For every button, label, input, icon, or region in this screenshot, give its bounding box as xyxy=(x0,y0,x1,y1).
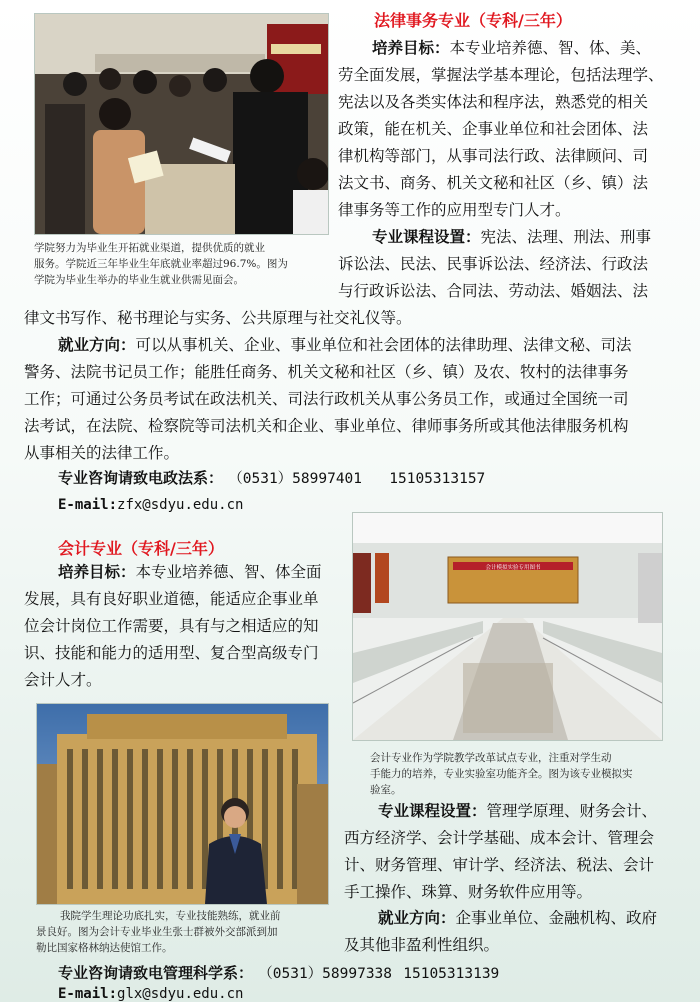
law-career-label: 就业方向： xyxy=(58,336,136,354)
law-goal-line: 政策，能在机关、企事业单位和社会团体、法 xyxy=(338,120,649,138)
law-goal-line: 法文书、商务、机关文秘和社区（乡、镇）法 xyxy=(338,174,649,192)
law-email xyxy=(58,497,243,513)
law-career-line: 从事相关的法律工作。 xyxy=(24,444,180,462)
accounting-phone-1[interactable]: （0531）58997338 xyxy=(258,966,393,982)
job-fair-photo xyxy=(34,13,329,235)
embassy-building-photo xyxy=(36,703,329,905)
accounting-section-title: 会计专业（专科/三年） xyxy=(58,539,224,558)
law-career-line: 警务、法院书记员工作；能胜任商务、机关文秘和社区（乡、镇）及农、牧村的法律事务 xyxy=(24,363,629,381)
law-course-paragraph xyxy=(338,224,678,305)
accounting-course-text: 管理学原理、财务会计、 xyxy=(486,802,658,820)
law-course-last-line: 律文书写作、秘书理论与实务、公共原理与社交礼仪等。 xyxy=(24,309,412,327)
job-fair-illustration xyxy=(35,14,328,234)
accounting-contact xyxy=(58,962,499,983)
accounting-email-label: E-mail: xyxy=(58,986,118,1002)
caption-line: 学院努力为毕业生开拓就业渠道，提供优质的就业 xyxy=(34,242,265,254)
law-goal-line: 律机构等部门，从事司法行政、法律顾问、司 xyxy=(338,147,649,165)
accounting-lab-photo xyxy=(352,512,663,741)
caption-line: 手能力的培养，专业实验室功能齐全。图为该专业模拟实 xyxy=(370,768,633,780)
accounting-email xyxy=(58,986,243,1002)
accounting-course-line: 西方经济学、会计学基础、成本会计、管理会 xyxy=(344,829,655,847)
accounting-goal-line: 位会计岗位工作需要，具有与之相适应的知 xyxy=(24,617,319,635)
accounting-goal-text: 本专业培养德、智、体全面 xyxy=(135,563,322,581)
accounting-career-paragraph xyxy=(344,905,680,959)
caption-line: 勒比国家格林纳达使馆工作。 xyxy=(36,942,173,954)
accounting-phone-2[interactable]: 15105313139 xyxy=(403,966,500,982)
law-course-text: 宪法、法理、刑法、刑事 xyxy=(480,228,652,246)
law-contact-label: 专业咨询请致电政法系： xyxy=(58,469,224,487)
accounting-goal-label: 培养目标： xyxy=(58,563,136,581)
law-course-line: 诉讼法、民法、民事诉讼法、经济法、行政法 xyxy=(338,255,649,273)
accounting-goal-line: 识、技能和能力的适用型、复合型高级专门 xyxy=(24,644,319,662)
caption-line: 景良好。图为会计专业毕业生张士群被外交部派到加 xyxy=(36,926,278,938)
law-goal-line: 宪法以及各类实体法和程序法，熟悉党的相关 xyxy=(338,93,649,111)
accounting-course-line: 计、财务管理、审计学、经济法、税法、会计 xyxy=(344,856,655,874)
building-caption xyxy=(36,908,336,956)
law-phone-2[interactable]: 15105313157 xyxy=(389,471,486,487)
law-course-label: 专业课程设置： xyxy=(372,228,481,246)
law-section-title: 法律事务专业（专科/三年） xyxy=(374,11,572,30)
accounting-contact-label: 专业咨询请致电管理科学系： xyxy=(58,964,254,982)
accounting-goal-line: 发展，具有良好职业道德，能适应企事业单 xyxy=(24,590,319,608)
law-email-link[interactable]: zfx@sdyu.edu.cn xyxy=(117,497,244,513)
job-fair-caption xyxy=(34,240,334,288)
lab-sign: 会计模拟实验专用图书 xyxy=(485,565,541,571)
accounting-email-link[interactable]: glx@sdyu.edu.cn xyxy=(117,986,244,1002)
caption-line: 我院学生理论功底扎实，专业技能熟练，就业前 xyxy=(60,910,281,922)
law-goal-label: 培养目标： xyxy=(372,39,450,57)
law-career-line: 法考试，在法院、检察院等司法机关和企业、事业单位、律师事务所或其他法律服务机构 xyxy=(24,417,629,435)
law-career-paragraph xyxy=(24,332,684,467)
law-goal-line: 劳全面发展，掌握法学基本理论，包括法理学、 xyxy=(338,66,664,84)
caption-line: 验室。 xyxy=(370,784,402,796)
law-email-label: E-mail: xyxy=(58,497,118,513)
accounting-career-line: 及其他非盈利性组织。 xyxy=(344,936,500,954)
building-illustration xyxy=(37,704,328,904)
caption-line: 服务。学院近三年毕业生年底就业率超过96.7%。图为 xyxy=(34,258,288,270)
accounting-career-label: 就业方向： xyxy=(378,909,456,927)
law-career-text: 可以从事机关、企业、事业单位和社会团体的法律助理、法律文秘、司法 xyxy=(135,336,632,354)
law-goal-line: 律事务等工作的应用型专门人才。 xyxy=(338,201,571,219)
accounting-course-label: 专业课程设置： xyxy=(378,802,487,820)
law-contact xyxy=(58,467,485,488)
law-career-line: 工作；可通过公务员考试在政法机关、司法行政机关从事公务员工作，或通过全国统一司 xyxy=(24,390,629,408)
lab-caption xyxy=(370,750,670,798)
accounting-goal-paragraph xyxy=(24,559,344,694)
caption-line: 学院为毕业生举办的毕业生就业供需见面会。 xyxy=(34,274,244,286)
law-goal-paragraph xyxy=(338,35,678,224)
law-phone-1[interactable]: （0531）58997401 xyxy=(228,471,363,487)
accounting-course-paragraph xyxy=(344,798,680,906)
law-course-line: 与行政诉讼法、合同法、劳动法、婚姻法、法 xyxy=(338,282,649,300)
lab-illustration xyxy=(353,513,662,740)
accounting-goal-line: 会计人才。 xyxy=(24,671,102,689)
law-goal-text: 本专业培养德、智、体、美、 xyxy=(449,39,652,57)
accounting-career-text: 企事业单位、金融机构、政府 xyxy=(455,909,658,927)
caption-line: 会计专业作为学院教学改革试点专业，注重对学生动 xyxy=(370,752,612,764)
accounting-course-line: 手工操作、珠算、财务软件应用等。 xyxy=(344,883,593,901)
